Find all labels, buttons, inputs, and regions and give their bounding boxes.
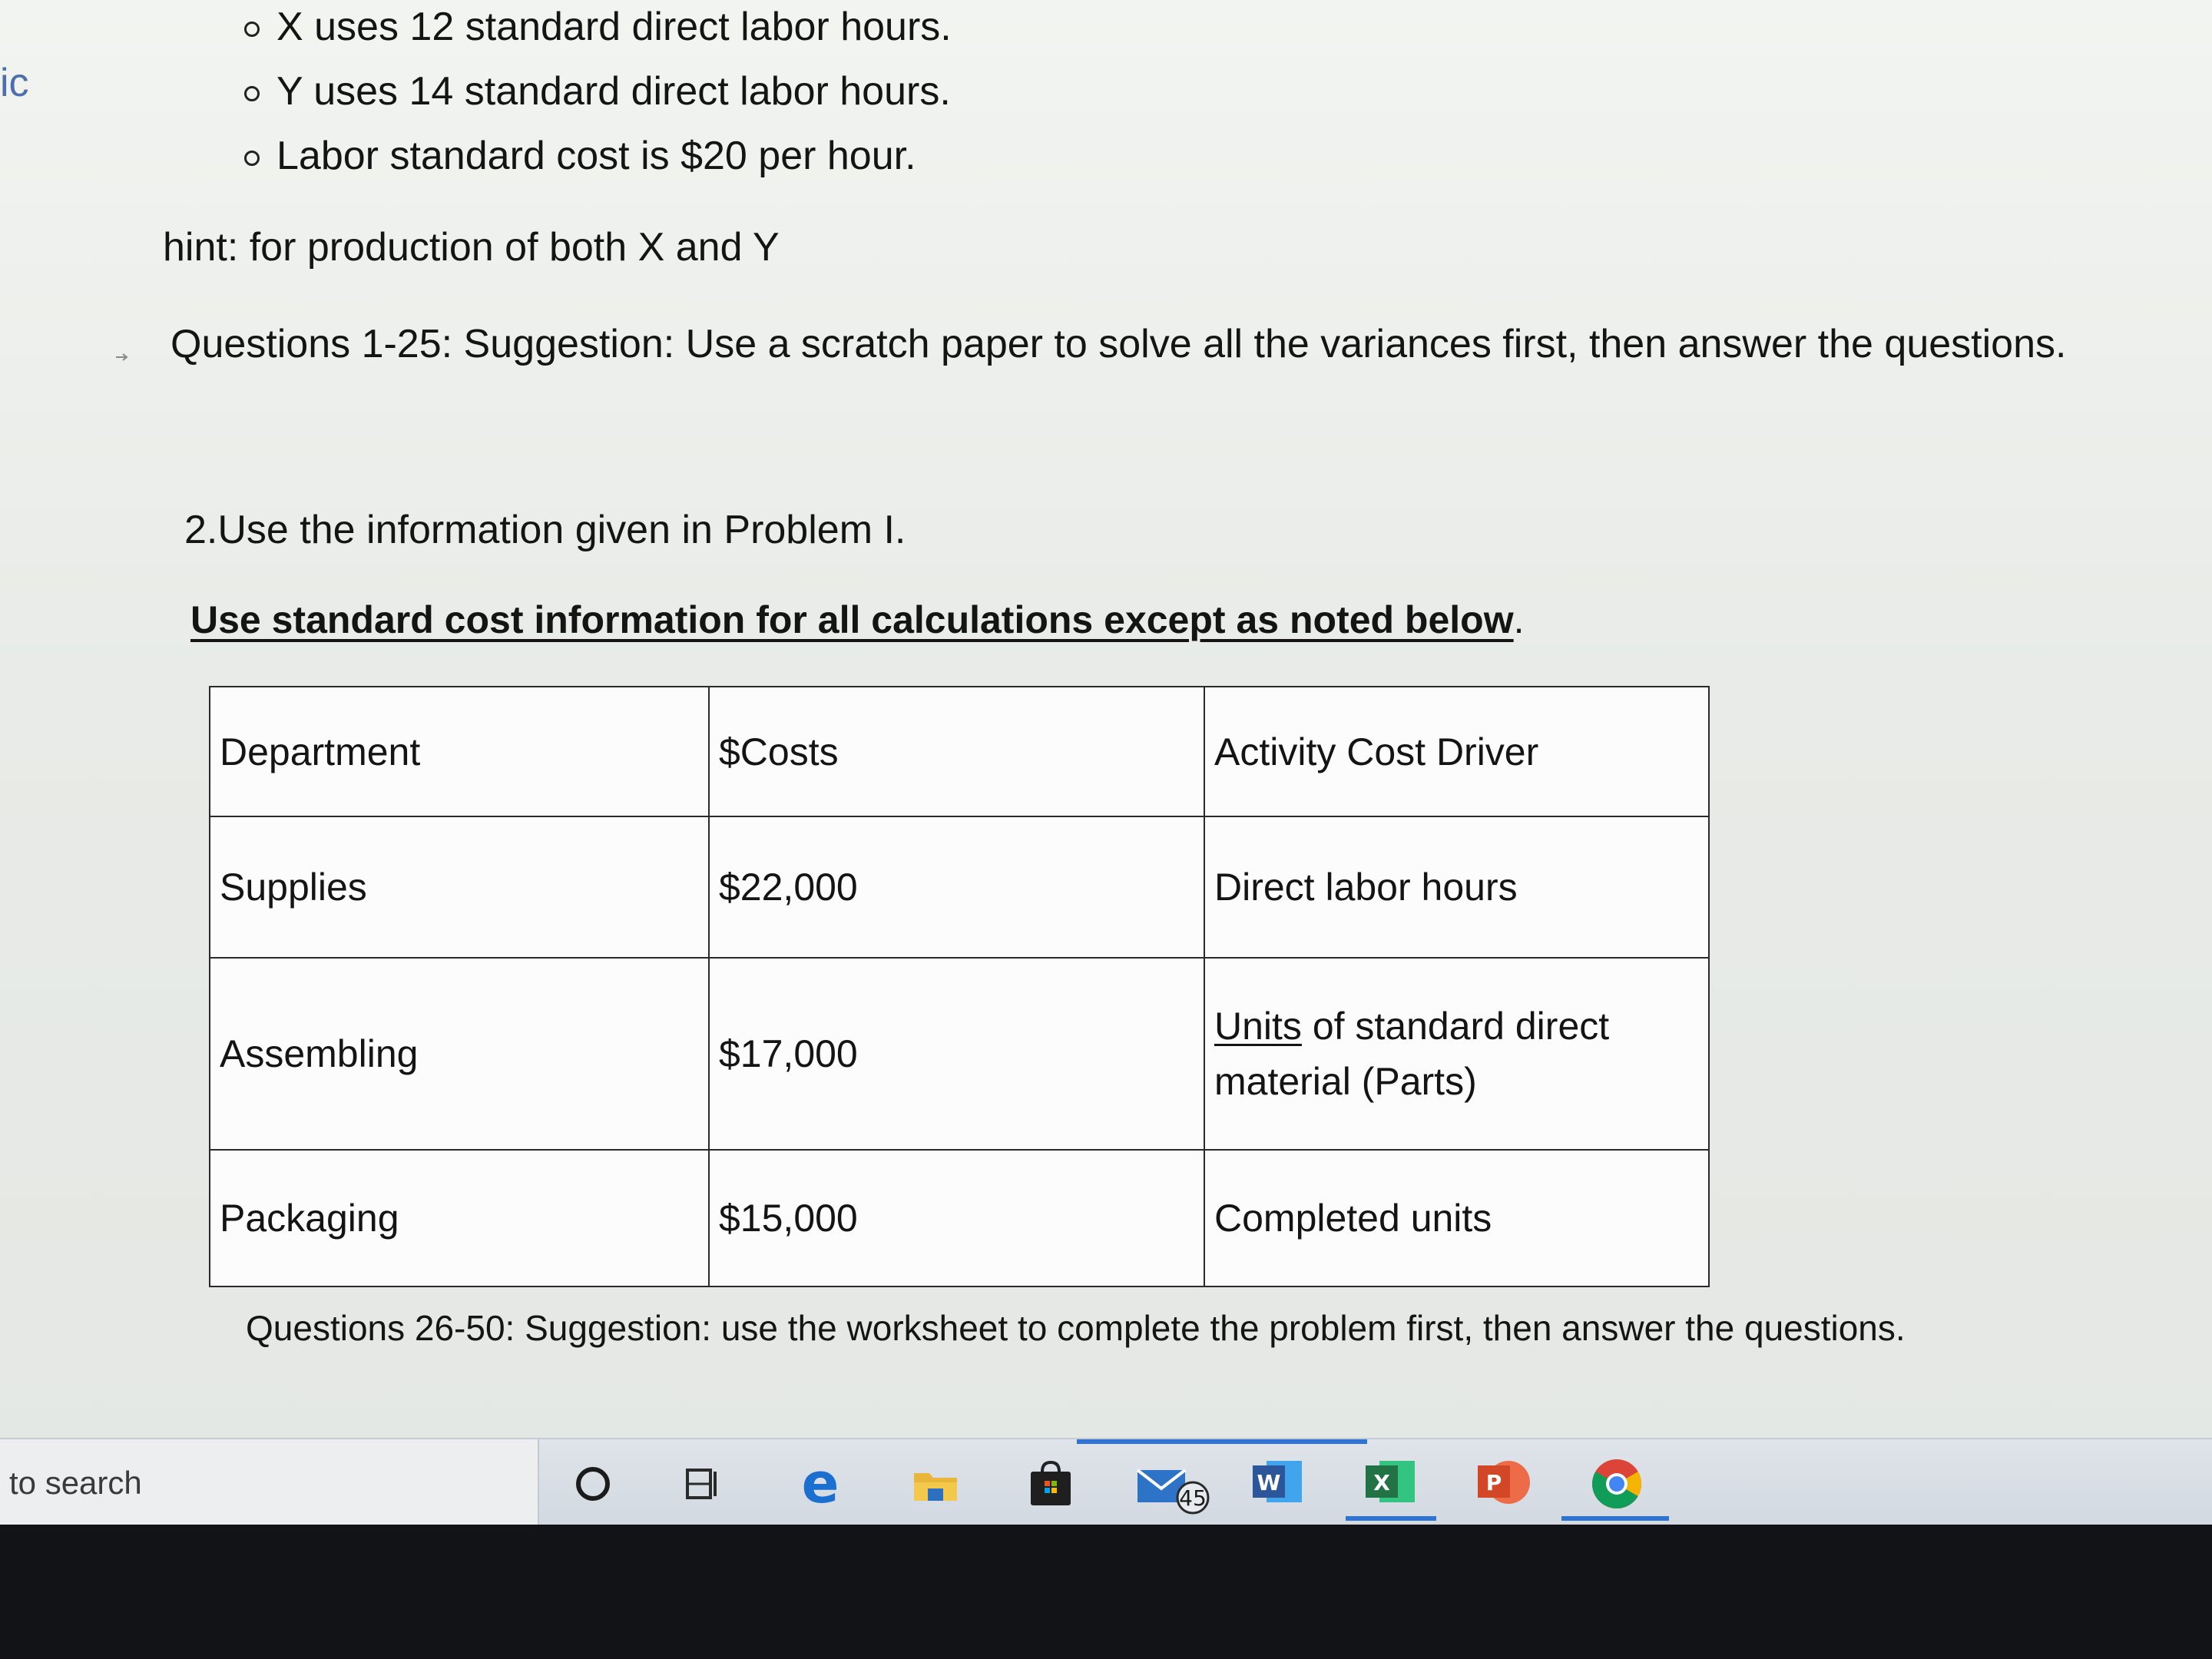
questions-26-50-heading: Questions 26-50: Suggestion: use the worksheet to complete the problem first, then answer the questions. [246, 1308, 1906, 1348]
department-cell: Packaging [210, 1150, 709, 1286]
taskbar [0, 1438, 2212, 1525]
bullet-item: Y uses 14 standard direct labor hours. [244, 65, 952, 129]
bullet-icon [244, 86, 260, 101]
excel-icon[interactable] [1361, 1453, 1422, 1515]
cortana-icon[interactable] [562, 1453, 624, 1515]
driver-cell: Units of standard direct material (Parts) [1204, 958, 1709, 1150]
hint-text: hint: for production of both X and Y [163, 225, 780, 270]
mail-icon[interactable] [1133, 1453, 1217, 1515]
header-activity-cost-driver: Activity Cost Driver [1204, 687, 1709, 816]
store-icon[interactable] [1020, 1453, 1081, 1515]
header-costs: $Costs [709, 687, 1204, 816]
cost-table [209, 686, 1710, 1287]
header-department: Department [210, 687, 709, 816]
driver-cell: Direct labor hours [1204, 816, 1709, 958]
svg-text:P: P [1485, 1470, 1502, 1495]
edge-text: ic [0, 61, 29, 105]
cost-cell: $17,000 [709, 958, 1204, 1150]
task-view-icon[interactable] [672, 1453, 733, 1515]
bullet-item: X uses 12 standard direct labor hours. [244, 0, 952, 65]
cost-cell: $22,000 [709, 816, 1204, 958]
chrome-icon[interactable] [1586, 1453, 1647, 1515]
file-explorer-icon[interactable] [905, 1453, 966, 1515]
active-window-indicator [1077, 1439, 1367, 1444]
svg-text:X: X [1373, 1470, 1390, 1495]
chrome-running-indicator [1561, 1516, 1669, 1521]
standard-cost-note: Use standard cost information for all calculations except as noted below. [190, 598, 1525, 641]
edge-icon[interactable] [790, 1453, 851, 1515]
powerpoint-icon[interactable] [1473, 1453, 1535, 1515]
search-placeholder: to search [9, 1465, 142, 1501]
table-row [210, 816, 1709, 958]
department-cell: Assembling [210, 958, 709, 1150]
labor-bullets [244, 0, 952, 194]
table-row [210, 1150, 1709, 1286]
taskbar-search-box[interactable] [0, 1439, 539, 1525]
driver-cell: Completed units [1204, 1150, 1709, 1286]
problem-2-heading: 2.Use the information given in Problem I. [184, 508, 906, 552]
svg-text:e: e [801, 1453, 839, 1515]
questions-1-25-heading: Questions 1-25: Suggestion: Use a scratch paper to solve all the variances first, then answer the questions. [171, 322, 2067, 366]
monitor-bezel [0, 1525, 2212, 1659]
excel-running-indicator [1346, 1516, 1436, 1521]
table-row [210, 958, 1709, 1150]
mail-badge: 45 [1179, 1485, 1207, 1511]
table-header-row [210, 687, 1709, 816]
bullet-item: Labor standard cost is $20 per hour. [244, 129, 952, 194]
small-arrow-icon [115, 352, 132, 363]
cost-cell: $15,000 [709, 1150, 1204, 1286]
svg-text:W: W [1257, 1470, 1281, 1495]
bullet-icon [244, 22, 260, 37]
word-icon[interactable] [1248, 1453, 1310, 1515]
department-cell: Supplies [210, 816, 709, 958]
bullet-icon [244, 151, 260, 166]
